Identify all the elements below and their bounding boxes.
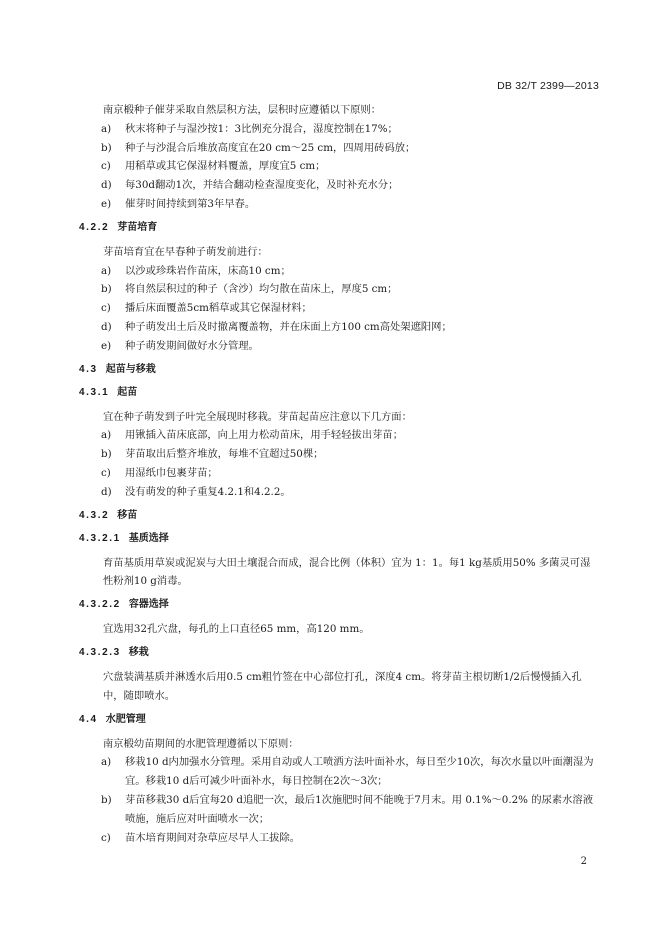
section-number: 4.4 bbox=[79, 713, 98, 725]
section-number: 4.3 bbox=[79, 363, 98, 375]
list-item-label: d) bbox=[101, 179, 112, 192]
section-title: 移苗 bbox=[117, 509, 138, 521]
list-item bbox=[79, 829, 599, 848]
list-item-text: 芽苗移栽30 d后宜每20 d追肥一次，最后1次施肥时间不能晚于7月末。用 0.1%～0.2% 的尿素水溶液喷施，施后应对叶面喷水一次； bbox=[125, 793, 593, 825]
list-item-text: 用湿纸巾包裹芽苗； bbox=[125, 466, 218, 479]
section-number: 4.3.2 bbox=[79, 509, 110, 521]
list-item-label: b) bbox=[101, 448, 112, 461]
list-item-label: c) bbox=[101, 466, 111, 479]
paragraph: 南京椴种子催芽采取自然层积方法，层积时应遵循以下原则： bbox=[103, 104, 382, 116]
section-title: 水肥管理 bbox=[105, 713, 146, 725]
list-item-label: b) bbox=[101, 283, 112, 296]
list-item-text: 用锹插入苗床底部，向上用力松动苗床，用手轻轻拔出芽苗； bbox=[125, 429, 404, 442]
list-item-label: c) bbox=[101, 160, 111, 173]
section-title: 起苗与移栽 bbox=[105, 363, 156, 375]
list-item bbox=[79, 753, 599, 791]
list-item bbox=[79, 157, 599, 176]
page-number: 2 bbox=[580, 856, 587, 867]
list-item bbox=[79, 426, 599, 445]
list-item-text: 种子萌发出土后及时撤离覆盖物，并在床面上方100 cm高处架遮阳网； bbox=[125, 320, 452, 333]
section-heading bbox=[79, 508, 599, 524]
list-item-text: 没有萌发的种子重复4.2.1和4.2.2。 bbox=[125, 485, 291, 498]
document-code-header: DB 32/T 2399—2013 bbox=[497, 80, 599, 92]
list-item-text: 将自然层积过的种子（含沙）均匀散在苗床上，厚度5 cm； bbox=[125, 283, 398, 296]
list-item bbox=[79, 262, 599, 281]
paragraph: 宜在种子萌发到子叶完全展现时移栽。芽苗起苗应注意以下几方面： bbox=[103, 410, 412, 423]
list-item-text: 芽苗取出后整齐堆放，每堆不宜超过50棵； bbox=[125, 448, 324, 461]
section-heading bbox=[79, 645, 599, 661]
list-item-text: 催芽时间持续到第3年早春。 bbox=[125, 197, 256, 210]
list-item-label: c) bbox=[101, 831, 111, 844]
section-title: 芽苗培育 bbox=[117, 221, 158, 233]
list-item-label: b) bbox=[101, 141, 112, 154]
list-item-label: a) bbox=[101, 756, 112, 769]
list-item-label: c) bbox=[101, 302, 111, 315]
section-heading bbox=[79, 385, 599, 401]
list-item bbox=[79, 299, 599, 318]
section-title: 移栽 bbox=[128, 646, 149, 658]
list-item-label: b) bbox=[101, 793, 112, 806]
section-number: 4.3.2.2 bbox=[79, 599, 121, 611]
list-item-text: 播后床面覆盖5cm稻草或其它保湿材料； bbox=[125, 302, 312, 315]
list-item bbox=[79, 139, 599, 158]
list-item bbox=[79, 280, 599, 299]
section-heading bbox=[79, 362, 599, 378]
section-number: 4.2.2 bbox=[79, 221, 110, 233]
list-item-text: 以沙或珍珠岩作苗床，床高10 cm； bbox=[125, 264, 291, 277]
list-item-text: 移栽10 d内加强水分管理。采用自动或人工喷洒方法叶面补水，每日至少10次，每次水量以叶面潮湿为宜。移栽10 d后可减少叶面补水，每日控制在2次～3次； bbox=[125, 756, 594, 788]
section-number: 4.3.1 bbox=[79, 386, 110, 398]
paragraph: 南京椴幼苗期间的水肥管理遵循以下原则： bbox=[103, 737, 299, 750]
list-item bbox=[79, 318, 599, 337]
list-item-text: 种子萌发期间做好水分管理。 bbox=[125, 339, 259, 352]
paragraph: 芽苗培育宜在早春种子萌发前进行： bbox=[103, 245, 268, 258]
list-item bbox=[79, 483, 599, 502]
list-item-text: 秋末将种子与湿沙按1：3比例充分混合，湿度控制在17%； bbox=[125, 122, 398, 135]
paragraph: 育苗基质用草炭或泥炭与大田土壤混合而成，混合比例（体积）宜为 1：1。每1 kg基质用50% 多菌灵可湿性粉剂10 g消毒。 bbox=[103, 556, 591, 588]
section-title: 容器选择 bbox=[128, 599, 169, 611]
section-heading bbox=[79, 597, 599, 613]
list-item-text: 用稻草或其它保湿材料覆盖，厚度宜5 cm； bbox=[125, 160, 326, 173]
section-number: 4.3.2.3 bbox=[79, 646, 121, 658]
list-item-label: e) bbox=[101, 197, 112, 210]
paragraph: 宜选用32孔穴盘，每孔的上口直径65 mm，高120 mm。 bbox=[103, 623, 370, 636]
section-heading bbox=[79, 531, 599, 547]
list-item bbox=[79, 337, 599, 356]
list-item bbox=[79, 195, 599, 214]
list-item bbox=[79, 464, 599, 483]
section-heading bbox=[79, 712, 599, 728]
list-item bbox=[79, 120, 599, 139]
list-item-text: 苗木培育期间对杂草应尽早人工拔除。 bbox=[125, 831, 301, 844]
list-item bbox=[79, 176, 599, 195]
section-number: 4.3.2.1 bbox=[79, 532, 121, 544]
list-item bbox=[79, 791, 599, 829]
list-item-label: a) bbox=[101, 122, 112, 135]
list-item bbox=[79, 445, 599, 464]
list-item-label: d) bbox=[101, 320, 112, 333]
list-item-label: a) bbox=[101, 429, 112, 442]
section-title: 起苗 bbox=[117, 386, 138, 398]
list-item-text: 每30d翻动1次，并结合翻动检查湿度变化，及时补充水分； bbox=[125, 179, 399, 192]
section-heading bbox=[79, 220, 599, 236]
document-body bbox=[79, 101, 599, 847]
list-item-text: 种子与沙混合后堆放高度宜在20 cm～25 cm，四周用砖码放； bbox=[125, 141, 416, 154]
list-item-label: e) bbox=[101, 339, 112, 352]
list-item-label: d) bbox=[101, 485, 112, 498]
list-item-label: a) bbox=[101, 264, 112, 277]
section-title: 基质选择 bbox=[128, 532, 169, 544]
paragraph: 穴盘装满基质并淋透水后用0.5 cm粗竹签在中心部位打孔，深度4 cm。将芽苗主根切断1/2后慢慢插入孔中，随即喷水。 bbox=[103, 670, 582, 702]
